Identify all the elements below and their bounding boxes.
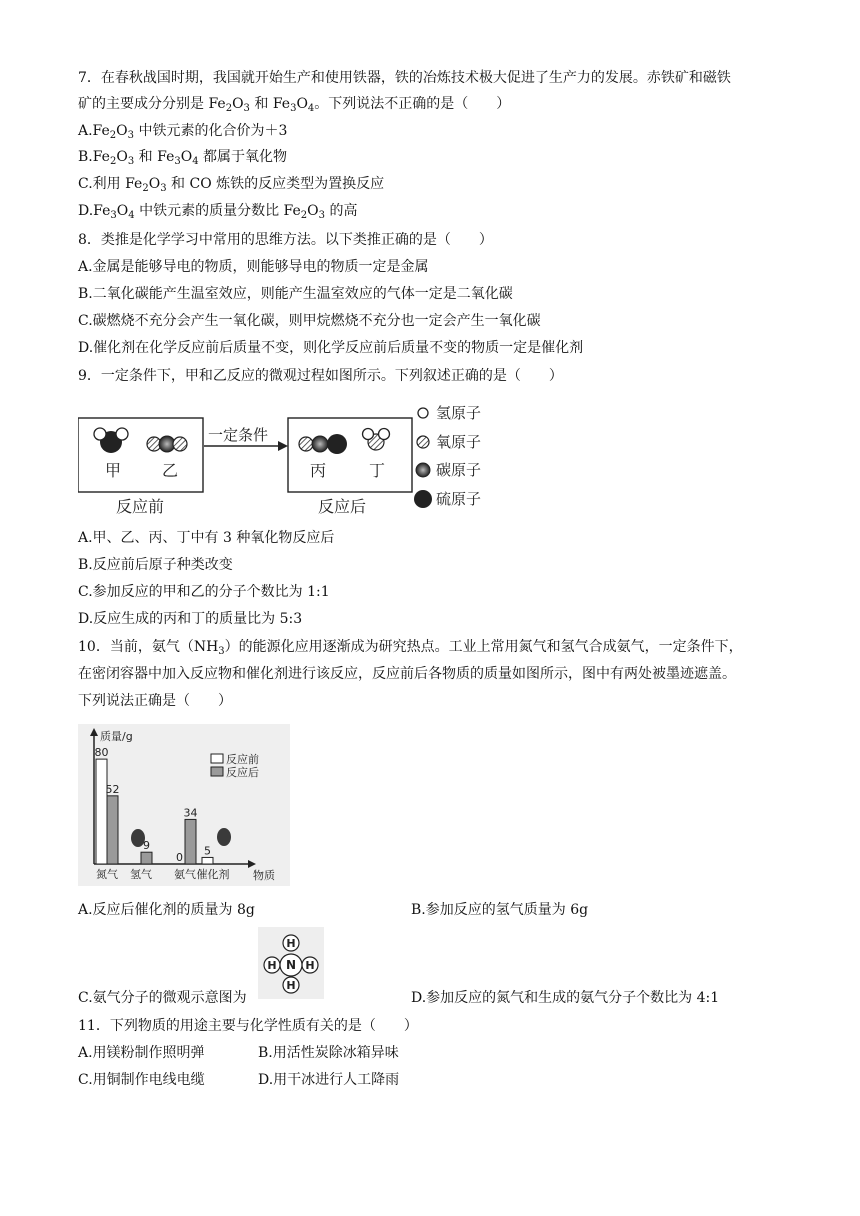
label-ding: 丁 — [369, 461, 386, 480]
ink-blot-catalyst — [217, 828, 231, 846]
category-label-0: 氮气 — [96, 868, 118, 881]
q8-option-a: A.金属是能够导电的物质，则能够导电的物质一定是金属 — [78, 259, 429, 275]
h-atom-bottom: H — [286, 979, 296, 992]
q10-stem-line3: 下列说法正确是（ ） — [78, 693, 232, 709]
legend-c: 碳原子 — [436, 461, 482, 479]
q7-option-a: $A.Fe_2O_3$ 中铁元素的化合价为＋3 — [78, 123, 288, 141]
data-label-after-1: 9 — [143, 839, 150, 853]
category-label-1: 氢气 — [130, 868, 152, 881]
atom-legend — [414, 404, 481, 508]
category-label-2: 氨气 — [174, 868, 196, 881]
q10-stem-line1: 10．当前，氨气$(NH_3)$的能源化应用逐渐成为研究热点。工业上常用氮气和氢气合成氨气，一定条件下， — [78, 639, 743, 657]
q9-option-c: C.参加反应的甲和乙的分子个数比为 1:1 — [78, 584, 330, 600]
q9-option-d: D.反应生成的丙和丁的质量比为 5:3 — [78, 611, 303, 627]
bar-after-0 — [107, 796, 118, 864]
label-after: 反应后 — [318, 497, 367, 516]
q7-stem-line2: 矿的主要成分分别是 $Fe_2O_3$ 和 $Fe_3O_4$。下列说法不正确的是（ ） — [78, 96, 511, 114]
bar-before-0 — [96, 759, 107, 864]
legend-before: 反应前 — [226, 753, 259, 766]
q7-stem-line1: 7．在春秋战国时期，我国就开始生产和使用铁器，铁的冶炼技术极大促进了生产力的发展。赤铁矿和磁铁 — [78, 70, 731, 86]
q7-option-b: $B.Fe_2O_3$ 和 $Fe_3O_4$ 都属于氧化物 — [78, 149, 288, 167]
legend-after: 反应后 — [226, 766, 259, 779]
molecule-ding — [363, 429, 390, 451]
x-axis-label: 物质 — [253, 869, 275, 882]
category-label-3: 催化剂 — [196, 868, 230, 881]
q10-stem-line2: 在密闭容器中加入反应物和催化剂进行该反应，反应前后各物质的质量如图所示，图中有两处被墨迹遮盖。 — [78, 666, 736, 682]
ammonia-molecule-diagram — [258, 927, 324, 1003]
q7-option-d: $D.Fe_3O_4$ 中铁元素的质量分数比 $Fe_2O_3$ 的高 — [78, 203, 358, 221]
y-axis-label: 质量/g — [100, 730, 133, 743]
q9-stem: 9．一定条件下，甲和乙反应的微观过程如图所示。下列叙述正确的是（ ） — [78, 368, 563, 384]
q9-option-b: B.反应前后原子种类改变 — [78, 557, 233, 573]
legend-h: 氢原子 — [436, 404, 482, 422]
label-before: 反应前 — [116, 497, 165, 516]
q10-option-b: B.参加反应的氢气质量为 6g — [411, 902, 589, 918]
h-atom-left: H — [267, 959, 277, 972]
molecule-bing — [299, 434, 347, 454]
q8-stem: 8．类推是化学学习中常用的思维方法。以下类推正确的是（ ） — [78, 232, 493, 248]
molecule-yi — [147, 436, 187, 452]
q8-option-c: C.碳燃烧不充分会产生一氧化碳，则甲烷燃烧不充分也一定会产生一氧化碳 — [78, 313, 541, 329]
q11-option-d: D.用干冰进行人工降雨 — [258, 1072, 400, 1088]
q9-option-a: A.甲、乙、丙、丁中有 3 种氧化物反应后 — [78, 530, 335, 546]
data-label-after-0: 52 — [105, 782, 120, 796]
q10-option-c: C.氨气分子的微观示意图为 — [78, 990, 247, 1006]
q8-option-b: B.二氧化碳能产生温室效应，则能产生温室效应的气体一定是二氧化碳 — [78, 286, 513, 302]
molecule-jia — [94, 428, 128, 453]
h-atom-top: H — [286, 937, 296, 950]
q11-option-a: A.用镁粉制作照明弹 — [78, 1045, 205, 1061]
data-label-before-3: 5 — [204, 844, 211, 858]
q10-bar-chart — [78, 724, 290, 890]
q11-stem: 11．下列物质的用途主要与化学性质有关的是（ ） — [78, 1018, 418, 1034]
q10-option-a: A.反应后催化剂的质量为 8g — [78, 902, 255, 918]
h-atom-right: H — [305, 959, 315, 972]
bar-after-1 — [141, 852, 152, 864]
q7-option-c: C.利用 $Fe_2O_3$ 和 CO 炼铁的反应类型为置换反应 — [78, 176, 385, 194]
n-atom: N — [285, 958, 297, 972]
q11-option-c: C.用铜制作电线电缆 — [78, 1072, 205, 1088]
label-bing: 丙 — [310, 461, 327, 480]
q8-option-d: D.催化剂在化学反应前后质量不变，则化学反应前后质量不变的物质一定是催化剂 — [78, 340, 584, 356]
q9-reaction-diagram — [78, 400, 498, 526]
label-condition: 一定条件 — [208, 426, 269, 444]
legend-s: 硫原子 — [436, 490, 482, 508]
q11-option-b: B.用活性炭除冰箱异味 — [258, 1045, 399, 1061]
data-label-before-0: 80 — [94, 746, 109, 760]
label-jia: 甲 — [105, 461, 122, 480]
bar-after-2 — [185, 819, 196, 864]
legend-o: 氧原子 — [436, 433, 482, 451]
legend-swatch-after — [211, 767, 223, 776]
data-label-before-2: 0 — [176, 851, 183, 864]
bar-before-3 — [202, 857, 213, 864]
legend-swatch-before — [211, 754, 223, 763]
q10-option-d: D.参加反应的氮气和生成的氨气分子个数比为 4:1 — [411, 990, 720, 1006]
label-yi: 乙 — [162, 461, 179, 480]
data-label-after-2: 34 — [183, 806, 198, 820]
after-box — [288, 418, 412, 492]
